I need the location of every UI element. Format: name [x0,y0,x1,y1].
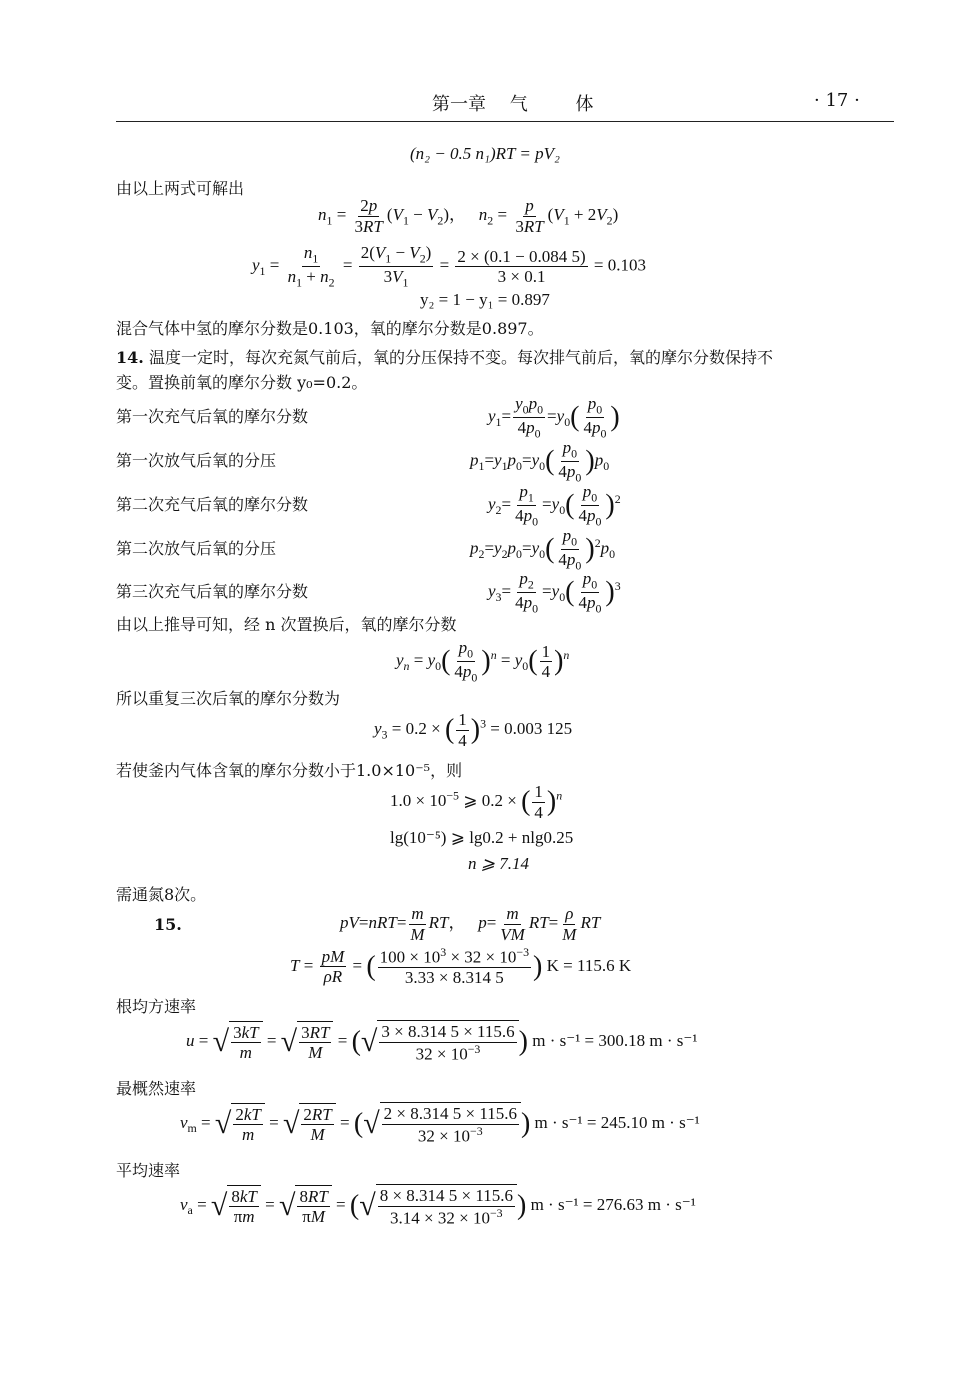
step-formula: $y_3=$ $\frac{p_2}{4p_0}$ $=y_0$( $\frac{p_0}{4p_0}$ )$^3$ [488,569,621,616]
problem14-conclusion: 需通氮8次。 [116,885,207,904]
chapter-label: 第一章 [432,94,486,115]
eq-ideal-gas: pV=nRT= $\frac{m}{M}$ RT， p= $\frac{m}{VM}$ RT= $\frac{\rho}{M}$ RT [340,904,601,944]
eq-n-result: n ⩾ 7.14 [468,854,529,873]
chapter-title [432,90,593,116]
step-formula: $y_1=$ $\frac{y_0p_0}{4p_0}$ $=y_0$( $\frac{p_0}{4p_0}$ ) [488,394,620,441]
step-label: 第二次放气后氧的分压 [116,539,277,558]
step-label: 第一次充气后氧的摩尔分数 [116,407,309,426]
eq-y2: y₂ = 1 − y₁ = 0.897 [420,290,550,309]
y1-value: 0.103 [607,255,646,275]
step-formula: $y_2=$ $\frac{p_1}{4p_0}$ $=y_0$( $\frac{p_0}{4p_0}$ )$^2$ [488,482,621,529]
problem15-number: 15. [154,915,182,934]
eq-lg: lg(10⁻⁵) ⩾ lg0.2 + nlg0.25 [390,828,574,847]
T-result: K = 115.6 K [546,955,632,975]
eq-rms: u = √ $\frac{3kT}{m}$ = √ $\frac{3RT}{M}$ = ( √ $\frac{3 \times 8.314 5 \times 115.6}{32 \times 10^{-3}}$ ) m · s⁻¹ = 300.18 m · s⁻¹ [186,1022,698,1064]
condition-intro: 若使釜内气体含氧的摩尔分数小于1.0×10⁻⁵，则 [116,761,463,780]
step-formula: $p_2=y_2p_0=y_0$( $\frac{p_0}{4p_0}$ )$^2p_0$ [470,526,616,573]
eq-average: $v_a$ = √ $\frac{8kT}{\pi m}$ = √ $\frac{8RT}{\pi M}$ = ( √ $\frac{8 \times 8.314 5 \times 115.6}{3.14 \times 32 \times 10^{-3}}$ ) m · s⁻¹ = 276.63 m · s⁻¹ [180,1186,696,1228]
mp-label: 最概然速率 [116,1079,197,1098]
problem14-text-line1 [116,345,773,368]
title-char-2: 体 [575,94,594,115]
problem14-line1: 温度一定时，每次充氮气前后，氧的分压保持不变。每次排气前后，氧的摩尔分数保持不 [148,348,773,367]
step-label: 第二次充气后氧的摩尔分数 [116,495,309,514]
eq-n1-n2: $n_1$ = $\frac{2p}{3RT}$ $(V_1 - V_2)$， $n_2$ = $\frac{p}{3RT}$ $(V_1 + 2V_2)$ [318,196,619,236]
step-label: 第一次放气后氧的分压 [116,451,277,470]
step-formula: $p_1=y_1p_0=y_0$( $\frac{p_0}{4p_0}$ )$p_0$ [470,438,610,485]
eq-most-probable: $v_m$ = √ $\frac{2kT}{m}$ = √ $\frac{2RT}{M}$ = ( √ $\frac{2 \times 8.314 5 \times 115.6}{32 \times 10^{-3}}$ ) m · s⁻¹ = 245.10 m · s⁻¹ [180,1104,700,1146]
rms-result: m · s⁻¹ = 300.18 m · s⁻¹ [532,1030,698,1050]
title-char-1: 气 [509,94,528,115]
mix-conclusion: 混合气体中氢的摩尔分数是0.103，氧的摩尔分数是0.897。 [116,319,544,338]
y3-result: 0.003 125 [504,718,573,738]
solve-intro: 由以上两式可解出 [116,179,245,198]
problem14-text-line2: 变。置换前氧的摩尔分数 y₀=0.2。 [116,373,368,392]
eq-temperature: T = $\frac{pM}{\rho R}$ = ( $\frac{100 \times 10^3 \times 32 \times 10^{-3}}{3.33 \times 8.314 5}$ ) K = 115.6 K [290,945,632,988]
avg-label: 平均速率 [116,1161,181,1180]
page-number: · 17 · [814,90,860,111]
eq-y3-result: $y_3 = 0.2$ × ( $\frac{1}{4}$ )$^3$ = 0.003 125 [374,710,573,750]
eq-yn: $y_n = y_0$( $\frac{p_0}{4p_0}$ )$^n = y_0$( $\frac{1}{4}$ )$^n$ [396,638,570,685]
mp-result: m · s⁻¹ = 245.10 m · s⁻¹ [534,1112,700,1132]
rms-label: 根均方速率 [116,997,197,1016]
derive-intro: 由以上推导可知，经 n 次置换后，氧的摩尔分数 [116,615,457,634]
step-label: 第三次充气后氧的摩尔分数 [116,582,309,601]
repeat-intro: 所以重复三次后氧的摩尔分数为 [116,689,341,708]
eq-y1: $y_1$ = $\frac{n_1}{n_1 + n_2}$ = $\frac{2(V_1 - V_2)}{3V_1}$ = $\frac{2 \times (0.1 - 0.084 5)}{3 \times 0.1}$ = 0.103 [252,243,646,290]
eq-inequality: $1.0 \times 10^{-5}$ ⩾ 0.2 × ( $\frac{1}{4}$ )$^n$ [390,782,563,822]
problem14-number: 14. [116,348,144,367]
header-rule [116,121,894,122]
avg-result: m · s⁻¹ = 276.63 m · s⁻¹ [530,1194,696,1214]
eq-n2-relation: (n₂ − 0.5 n₁)RT = pV₂ [410,144,560,163]
